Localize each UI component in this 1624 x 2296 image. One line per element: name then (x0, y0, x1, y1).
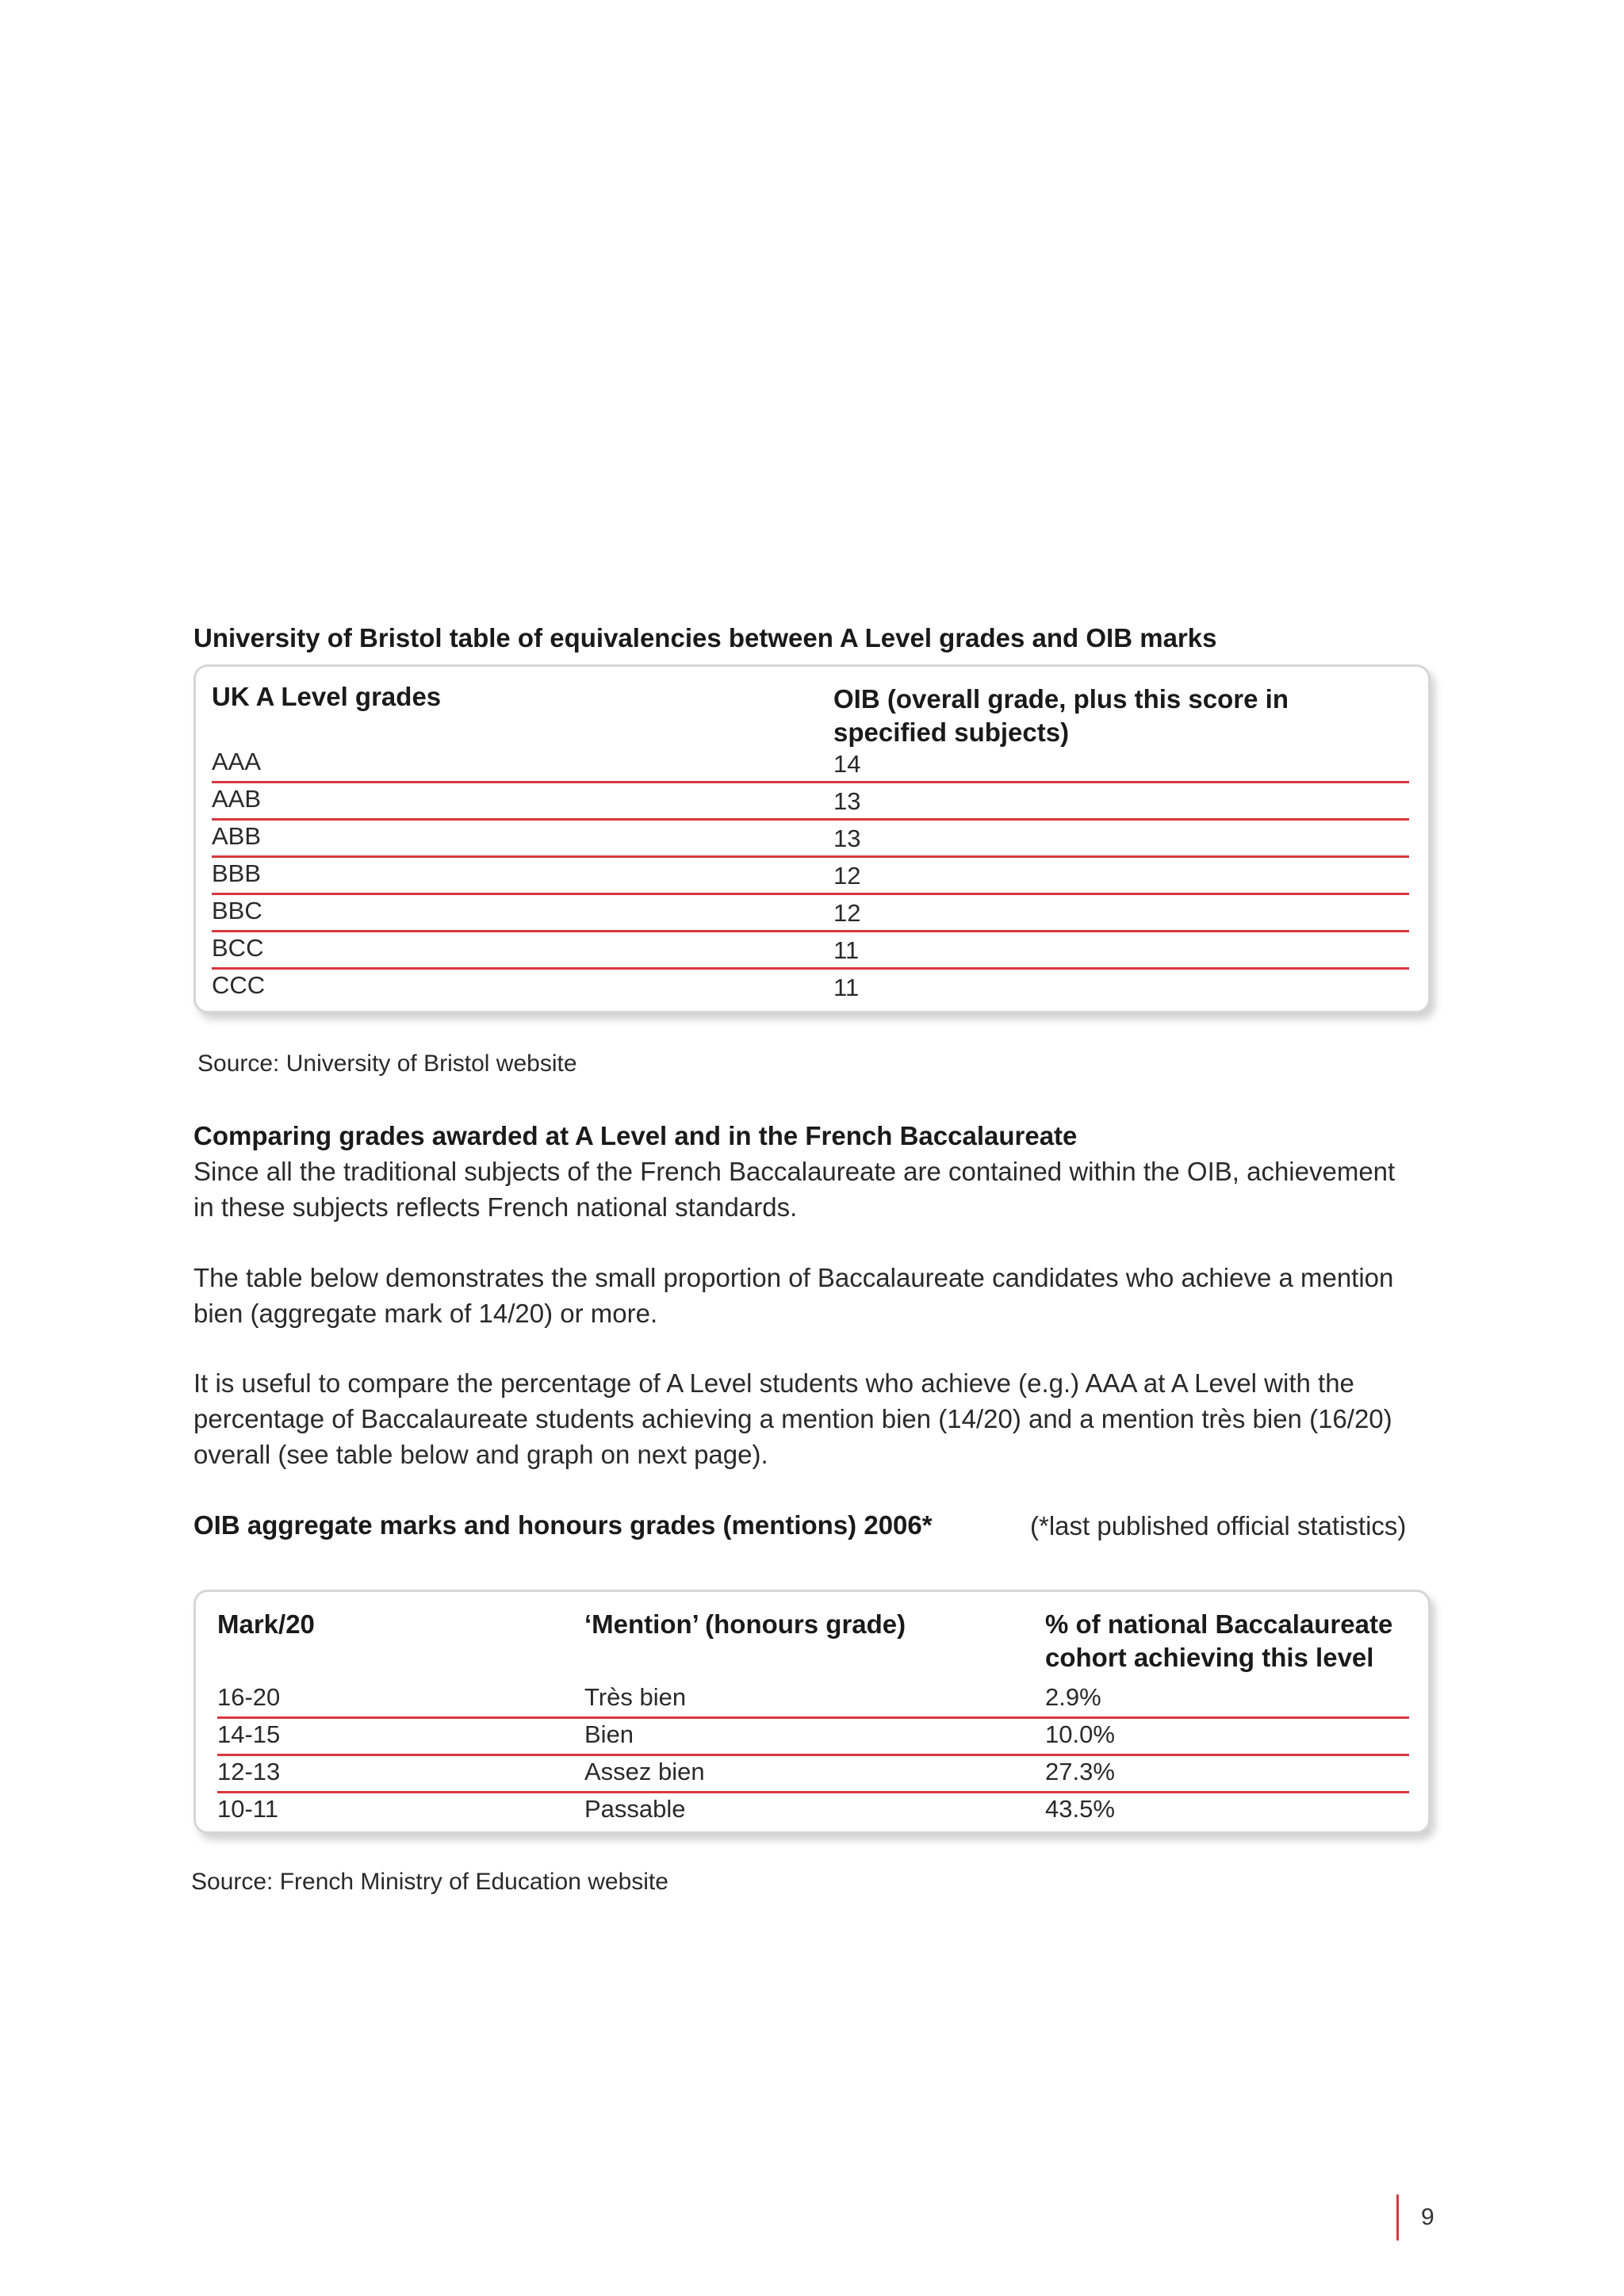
mark-cell: 10-11 (217, 1795, 278, 1823)
table-row (217, 1719, 1409, 1756)
oib-cell: 13 (833, 787, 861, 815)
grade-cell: AAA (212, 748, 262, 775)
mention-cell: Passable (584, 1795, 686, 1823)
oib-cell: 14 (833, 750, 861, 778)
page-number-rule (1396, 2195, 1399, 2241)
table1-source: Source: University of Bristol website (197, 1050, 577, 1077)
page-number: 9 (1421, 2204, 1434, 2230)
equivalency-table (193, 664, 1431, 1013)
comparison-paragraph-3: It is useful to compare the percentage of A Level students who achieve (e.g.) AAA at A Level with the percentage of Baccalaureate students achieving a mention bien (14/20) and a mention très bien (16/20) overall (see table below and graph on next page). (193, 1368, 1392, 1469)
table2-header-mark: Mark/20 (217, 1609, 315, 1639)
mention-cell: Assez bien (584, 1758, 705, 1785)
oib-cell: 11 (833, 974, 860, 1001)
mark-cell: 12-13 (217, 1758, 281, 1785)
percent-cell: 2.9% (1045, 1683, 1101, 1711)
mentions-table (193, 1590, 1431, 1834)
table-row (217, 1756, 1409, 1793)
table1-title: University of Bristol table of equivalencies between A Level grades and OIB marks (193, 623, 1217, 652)
grade-cell: CCC (212, 971, 266, 999)
comparison-paragraph-2: The table below demonstrates the small proportion of Baccalaureate candidates who achieve a mention bien (aggregate mark of 14/20) or more. (193, 1263, 1394, 1328)
grade-cell: AAB (212, 785, 262, 813)
grade-cell: BCC (212, 934, 264, 962)
table-row (212, 895, 1409, 932)
oib-cell: 12 (833, 862, 861, 890)
grade-cell: BBC (212, 897, 262, 924)
mark-cell: 14-15 (217, 1720, 281, 1748)
percent-cell: 10.0% (1045, 1720, 1115, 1748)
comparison-heading: Comparing grades awarded at A Level and in the French Baccalaureate (193, 1121, 1078, 1150)
table2-title: OIB aggregate marks and honours grades (mentions) 2006* (193, 1510, 933, 1540)
table-row (212, 821, 1409, 858)
table2-note: (*last published official statistics) (1030, 1511, 1407, 1540)
table-row (217, 1682, 1409, 1719)
table-row (212, 746, 1409, 783)
grade-cell: ABB (212, 822, 262, 850)
oib-cell: 13 (833, 825, 861, 852)
oib-cell: 12 (833, 899, 861, 927)
comparison-paragraph-1: Since all the traditional subjects of the French Baccalaureate are contained within the OIB, achievement in these subjects reflects French national standards. (193, 1157, 1396, 1222)
table1-header-oib: OIB (overall grade, plus this score in specified subjects) (833, 684, 1289, 747)
table-row (212, 858, 1409, 895)
table1-header-grades: UK A Level grades (212, 682, 442, 711)
mark-cell: 16-20 (217, 1683, 281, 1711)
mention-cell: Bien (584, 1720, 634, 1748)
table-row (212, 932, 1409, 970)
percent-cell: 43.5% (1045, 1795, 1115, 1823)
table2-header-mention: ‘Mention’ (honours grade) (584, 1609, 906, 1639)
grade-cell: BBB (212, 859, 262, 887)
oib-cell: 11 (833, 936, 860, 964)
table-row (212, 783, 1409, 821)
mention-cell: Très bien (584, 1683, 687, 1711)
percent-cell: 27.3% (1045, 1758, 1115, 1785)
table-row (217, 1793, 1409, 1831)
table2-header-percent: % of national Baccalaureate cohort achieving this level (1045, 1609, 1393, 1672)
table2-source: Source: French Ministry of Education website (191, 1869, 668, 1895)
table-row (212, 970, 1409, 1007)
